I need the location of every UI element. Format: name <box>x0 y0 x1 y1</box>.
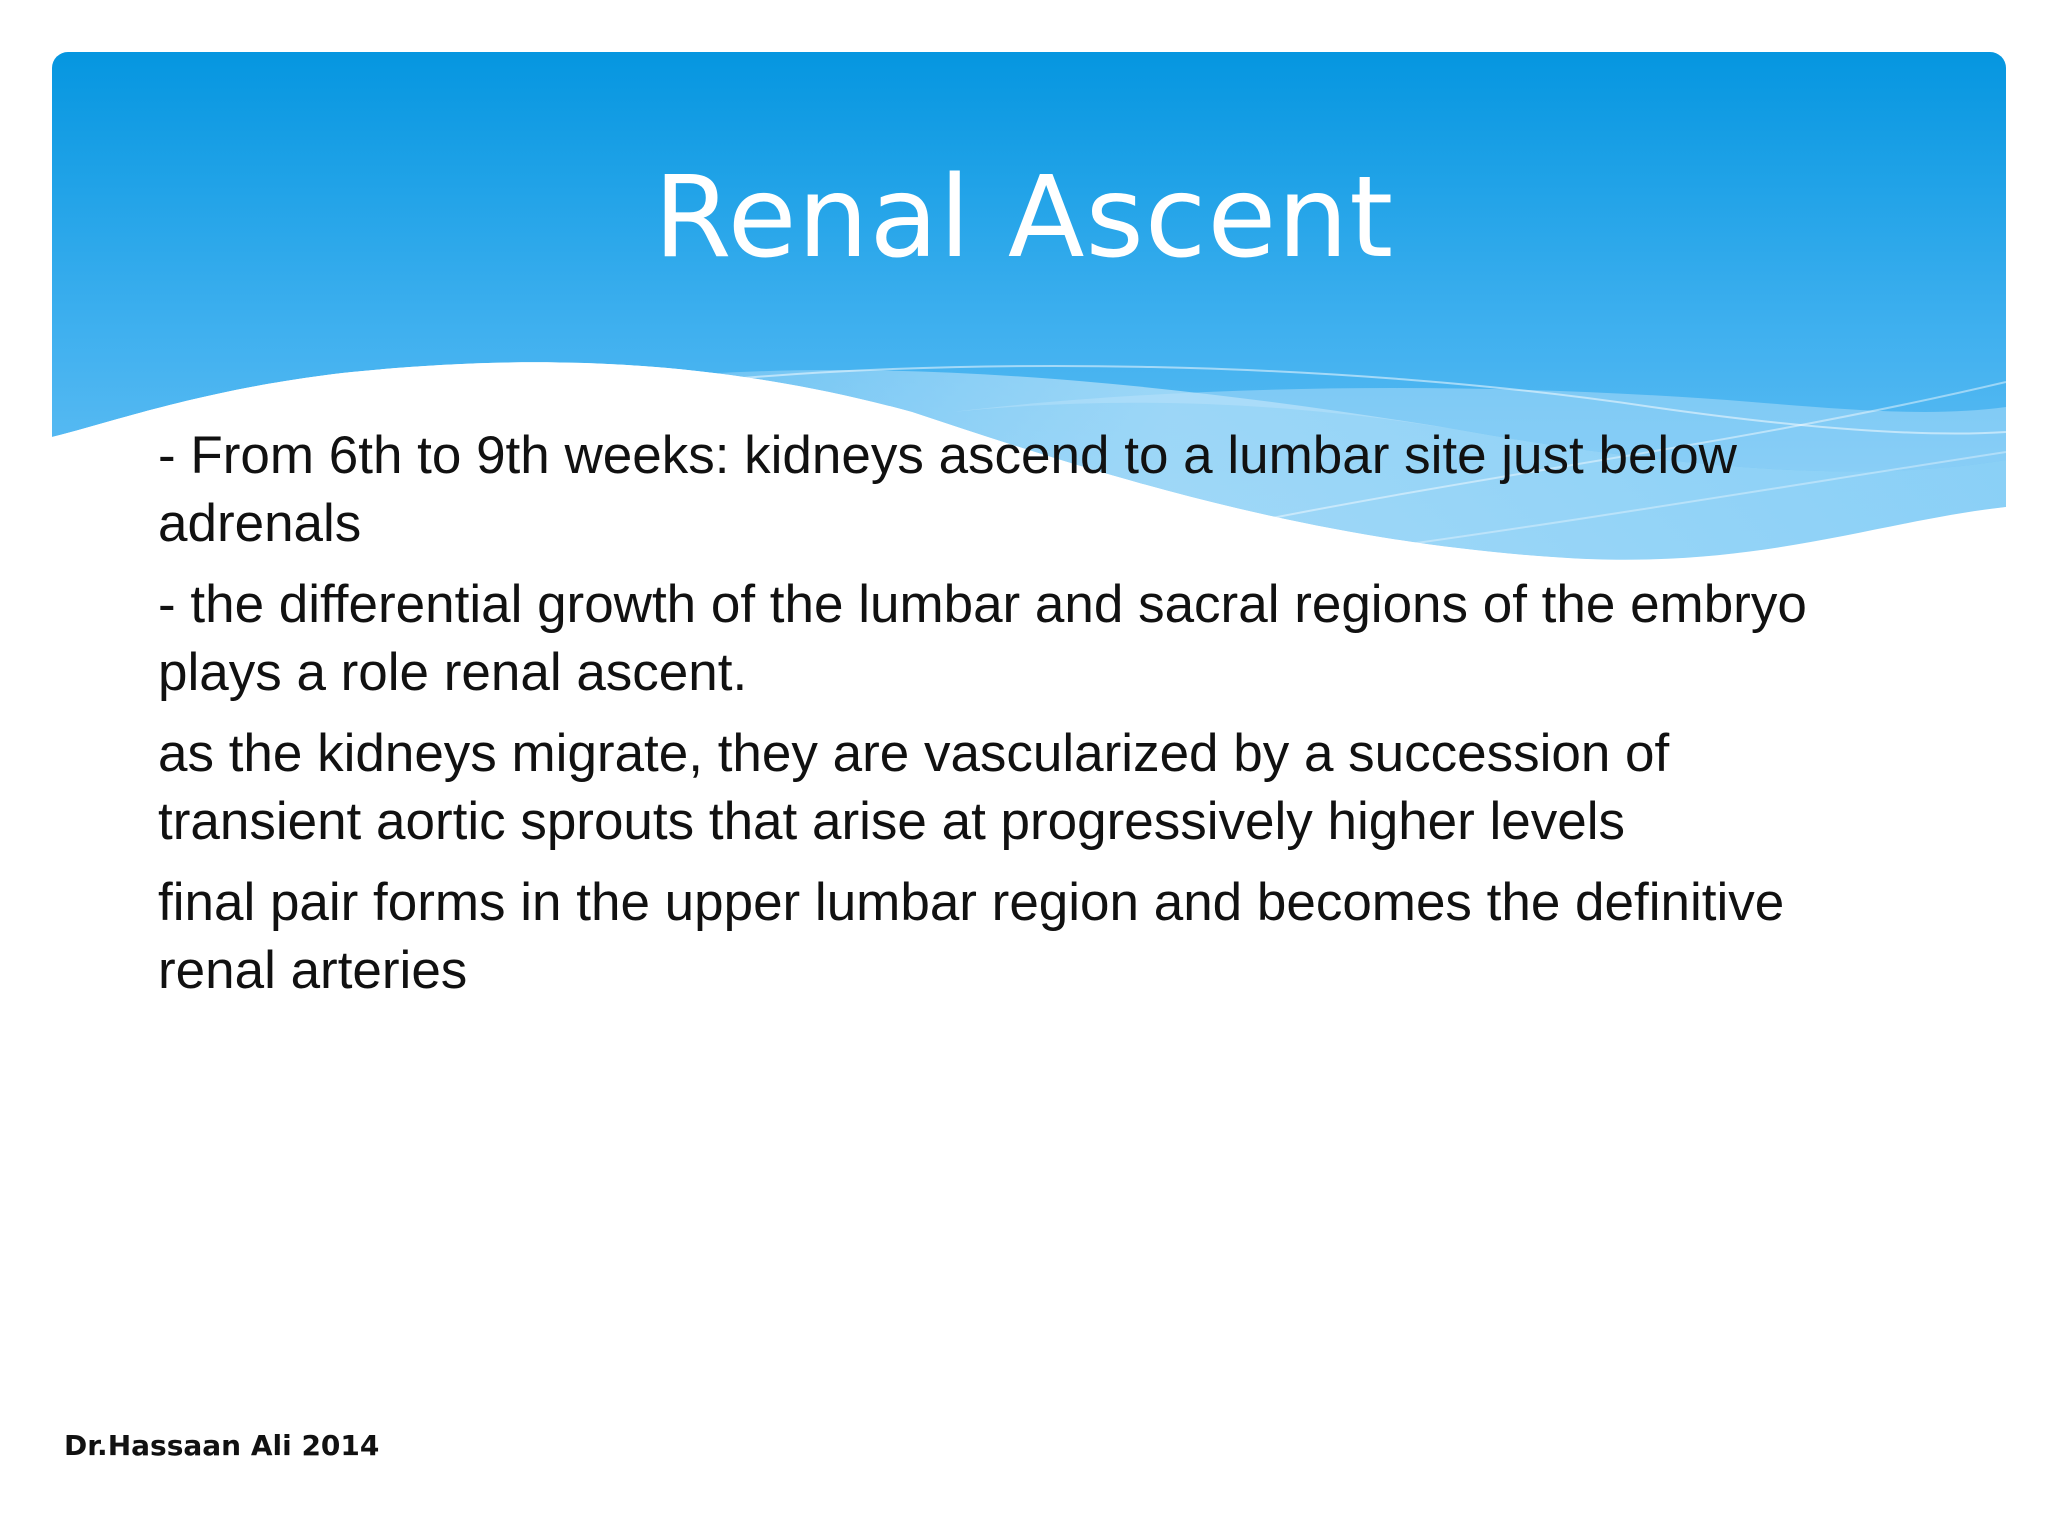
paragraph-2: - the differential growth of the lumbar and sacral regions of the embryo plays a role renal ascent. <box>158 575 1807 702</box>
paragraph-1: - From 6th to 9th weeks: kidneys ascend to a lumbar site just below adrenals <box>158 426 1737 553</box>
slide-body <box>158 422 1878 1018</box>
footer-author: Dr.Hassaan Ali 2014 <box>64 1429 380 1462</box>
paragraph-4: final pair forms in the upper lumbar region and becomes the definitive renal arteries <box>158 873 1785 1000</box>
slide-title: Renal Ascent <box>653 153 1395 283</box>
paragraph-3: as the kidneys migrate, they are vascularized by a succession of transient aortic sprouts that arise at progressively higher levels <box>158 724 1670 851</box>
